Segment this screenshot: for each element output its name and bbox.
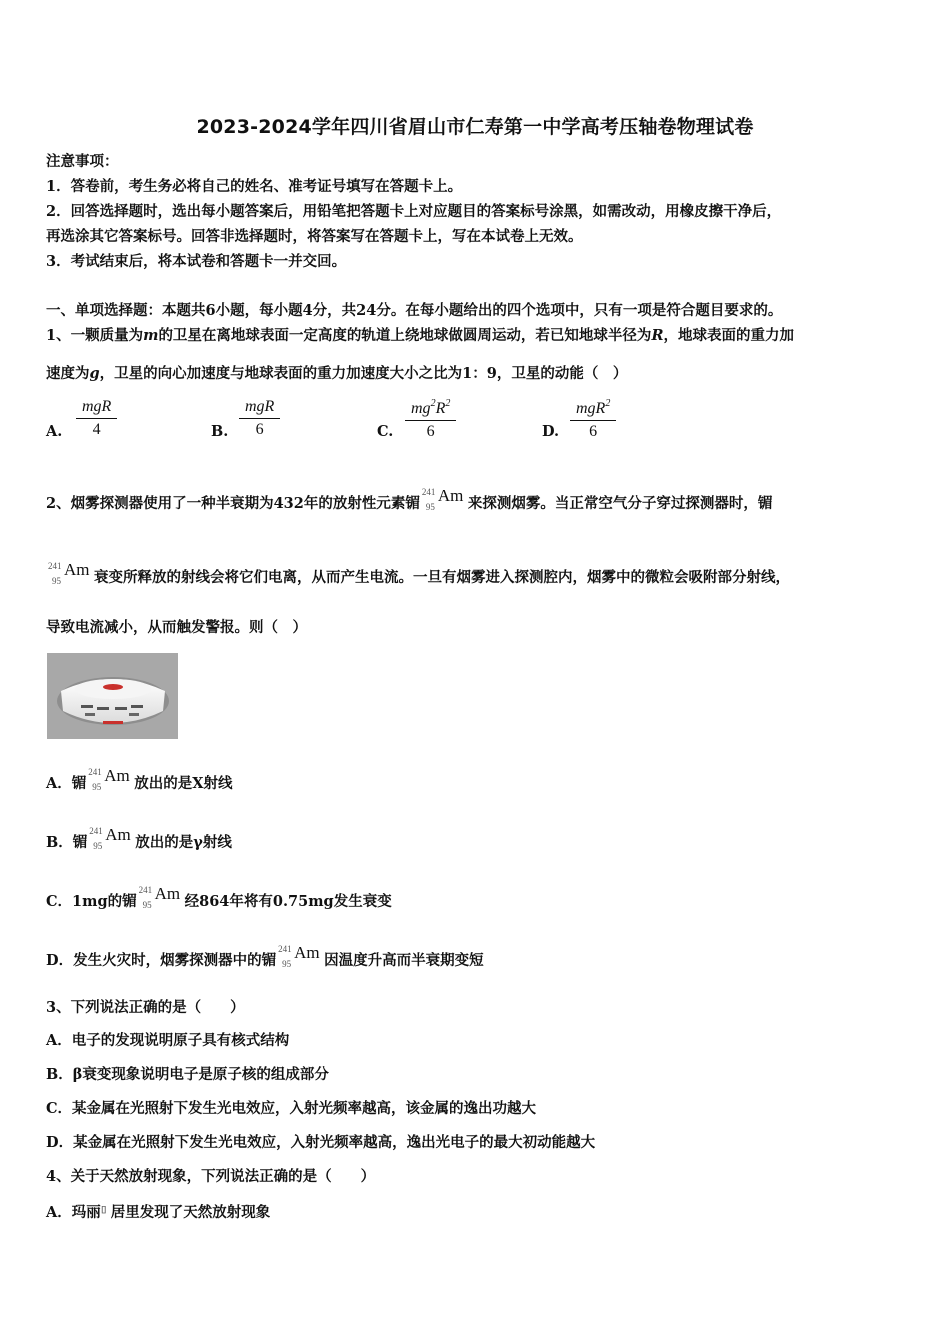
isotope-number: 95 — [92, 782, 102, 792]
q2-text: 2、烟雾探测器使用了一种半衰期为432年的放射性元素镅 — [46, 495, 420, 512]
isotope-mass: 241 — [48, 561, 62, 571]
isotope-number: 95 — [282, 959, 292, 969]
q2-text: 衰变所释放的射线会将它们电离，从而产生电流。一旦有烟雾进入探测腔内，烟雾中的微粒会吸附部分射线， — [94, 569, 790, 586]
option-label: A. — [46, 423, 63, 440]
fraction-numerator: mgR — [239, 398, 280, 419]
option-text: A．玛丽 — [46, 1204, 101, 1221]
q2-stem-line2 — [46, 560, 916, 588]
missing-glyph-icon: ⌷ — [100, 1205, 107, 1216]
q2-stem-line1 — [46, 486, 916, 514]
isotope-symbol: Am — [64, 560, 90, 579]
q2-option-b[interactable] — [46, 825, 916, 853]
q1-stem-line1 — [46, 326, 916, 346]
q4-stem: 4、关于天然放射现象，下列说法正确的是（ ） — [46, 1168, 376, 1185]
exponent: 2 — [445, 398, 451, 409]
option-text: 经864年将有0.75mg发生衰变 — [184, 893, 392, 910]
q2-option-a[interactable] — [46, 766, 916, 794]
isotope-am241 — [420, 486, 468, 514]
isotope-mass: 241 — [88, 767, 102, 777]
q2-option-d[interactable] — [46, 943, 916, 971]
q1-text: 1、一颗质量为 — [46, 327, 144, 344]
isotope-symbol: Am — [105, 825, 131, 844]
notice-item-2b: 再选涂其它答案标号。回答非选择题时，将答案写在答题卡上，写在本试卷上无效。 — [46, 228, 583, 245]
option-text: 放出的是γ射线 — [135, 834, 232, 851]
isotope-symbol: Am — [294, 943, 320, 962]
option-text: D．发生火灾时，烟雾探测器中的镅 — [46, 952, 277, 969]
q1-text: 的卫星在离地球表面一定高度的轨道上绕地球做圆周运动，若已知地球半径为 — [158, 327, 652, 344]
option-label: D. — [542, 423, 560, 440]
numerator-part: R — [435, 400, 446, 417]
q1-var-g: g — [89, 365, 100, 382]
fraction-denominator: 6 — [426, 423, 435, 440]
q2-option-c[interactable] — [46, 884, 916, 912]
isotope-am241 — [86, 766, 134, 794]
exam-title: 2023-2024学年四川省眉山市仁寿第一中学高考压轴卷物理试卷 — [196, 116, 754, 138]
q1-text: ，卫星的向心加速度与地球表面的重力加速度大小之比为1：9，卫星的动能（ ） — [99, 365, 628, 382]
notice-heading: 注意事项： — [46, 153, 119, 170]
fraction-numerator: mgR — [76, 398, 117, 419]
q3-option-d[interactable]: D．某金属在光照射下发生光电效应，入射光频率越高，逸出光电子的最大初动能越大 — [46, 1134, 596, 1151]
q2-text: 来探测烟雾。当正常空气分子穿过探测器时，镅 — [467, 495, 773, 512]
isotope-am241 — [137, 884, 185, 912]
option-text: 因温度升高而半衰期变短 — [324, 952, 484, 969]
option-text: 居里发现了天然放射现象 — [110, 1204, 271, 1221]
isotope-am241 — [46, 560, 94, 588]
q4-option-a[interactable] — [46, 1201, 916, 1223]
isotope-symbol: Am — [104, 766, 130, 785]
notice-item-1: 1．答卷前，考生务必将自己的姓名、准考证号填写在答题卡上。 — [46, 178, 463, 195]
smoke-detector-image — [47, 653, 178, 739]
option-text: 放出的是X射线 — [134, 775, 233, 792]
fraction-denominator: 4 — [92, 421, 101, 438]
option-text: B．镅 — [46, 834, 88, 851]
q1-var-m: m — [143, 327, 159, 344]
fraction-denominator: 6 — [589, 423, 598, 440]
isotope-mass: 241 — [278, 944, 292, 954]
isotope-symbol: Am — [154, 884, 181, 903]
numerator-part: mg — [411, 400, 431, 417]
isotope-number: 95 — [142, 900, 152, 910]
q3-option-c[interactable]: C．某金属在光照射下发生光电效应，入射光频率越高，该金属的逸出功越大 — [46, 1100, 537, 1117]
isotope-number: 95 — [93, 841, 103, 851]
q3-stem: 3、下列说法正确的是（ ） — [46, 999, 245, 1016]
section-1-heading: 一、单项选择题：本题共6小题，每小题4分，共24分。在每小题给出的四个选项中，只有一项是符合题目要求的。 — [46, 302, 783, 319]
q1-stem-line2 — [46, 364, 916, 384]
q2-stem-line3: 导致电流减小，从而触发警报。则（ ） — [46, 619, 307, 636]
fraction — [570, 398, 616, 441]
option-text: C．1mg的镅 — [46, 893, 137, 910]
exponent: 2 — [605, 398, 611, 409]
isotope-number: 95 — [425, 502, 435, 512]
isotope-am241 — [276, 943, 324, 971]
q3-option-a[interactable]: A．电子的发现说明原子具有核式结构 — [46, 1032, 290, 1049]
smoke-detector-icon — [47, 653, 178, 739]
isotope-mass: 241 — [89, 826, 103, 836]
isotope-mass: 241 — [421, 487, 436, 497]
isotope-am241 — [87, 825, 135, 853]
fraction-denominator: 6 — [255, 421, 264, 438]
q1-text: 速度为 — [46, 365, 90, 382]
option-text: A．镅 — [46, 775, 87, 792]
option-label: C. — [377, 423, 394, 440]
fraction-numerator — [405, 398, 456, 421]
isotope-number: 95 — [52, 576, 61, 586]
notice-item-3: 3．考试结束后，将本试卷和答题卡一并交回。 — [46, 253, 347, 270]
notice-item-2a: 2．回答选择题时，选出每小题答案后，用铅笔把答题卡上对应题目的答案标号涂黑，如需改动，用橡皮擦干净后， — [46, 203, 782, 220]
isotope-symbol: Am — [437, 486, 464, 505]
numerator-part: mgR — [576, 400, 606, 417]
option-label: B. — [211, 423, 229, 440]
fraction — [76, 398, 117, 439]
isotope-mass: 241 — [138, 885, 153, 895]
fraction-numerator — [570, 398, 616, 421]
fraction — [239, 398, 280, 439]
q1-var-r: R — [651, 327, 664, 344]
q1-text: ，地球表面的重力加 — [663, 327, 794, 344]
q3-option-b[interactable]: B．β衰变现象说明电子是原子核的组成部分 — [46, 1066, 329, 1083]
fraction — [405, 398, 456, 441]
exponent: 2 — [430, 398, 436, 409]
q1-options — [46, 398, 646, 452]
